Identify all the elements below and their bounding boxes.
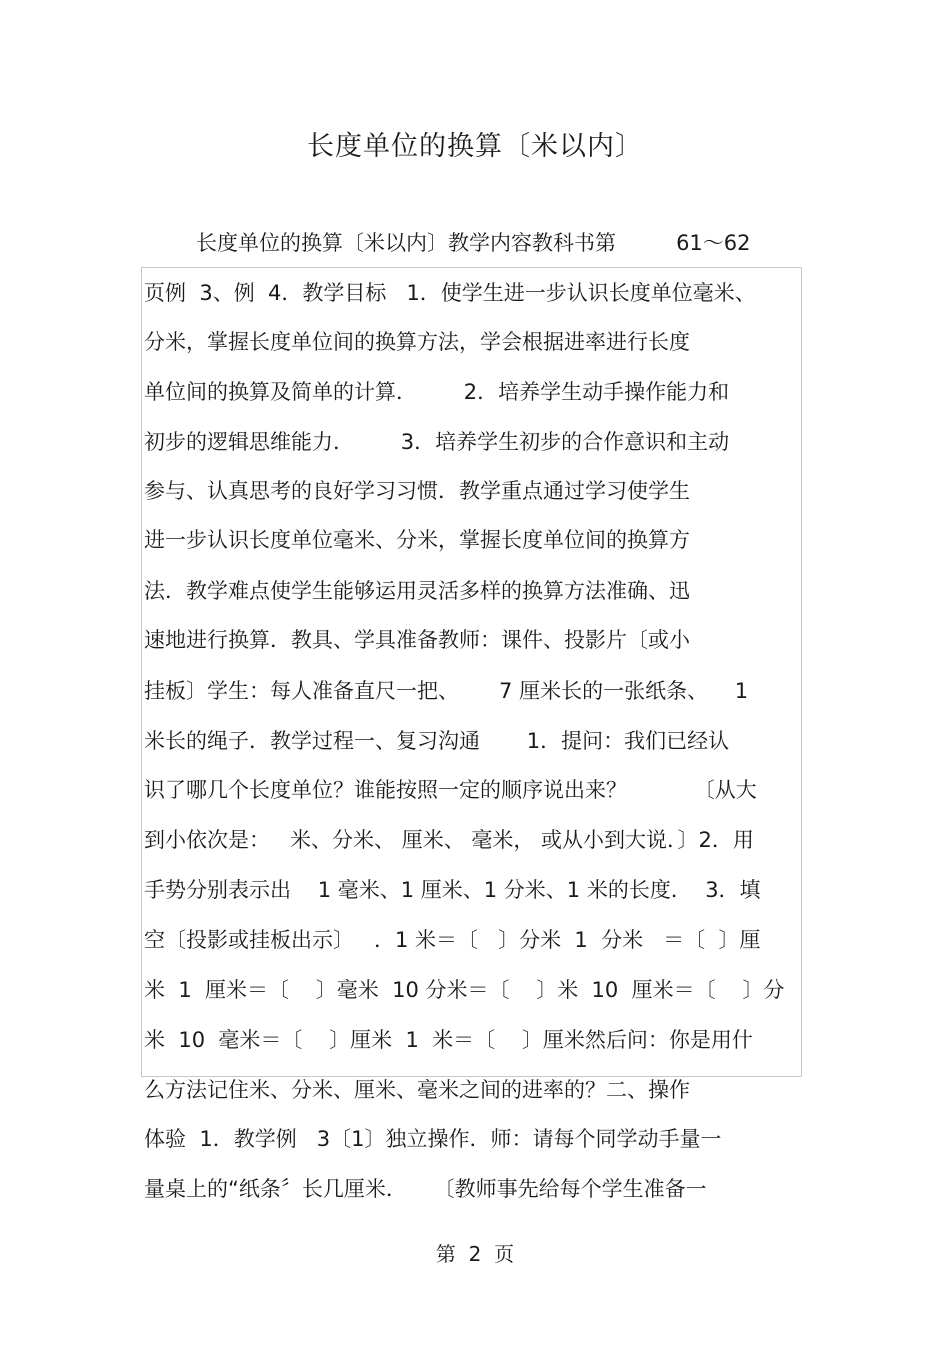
body-line-12: 识了哪几个长度单位？谁能按照一定的顺序说出来？ 〔从大 [144, 778, 757, 802]
body-line-17: 米 10 毫米＝〔 〕厘米 1 米＝〔 〕厘米然后问：你是用什 [144, 1028, 753, 1052]
body-line-7: 进一步认识长度单位毫米、分米，掌握长度单位间的换算方 [144, 528, 690, 552]
body-line-8: 法．教学难点使学生能够运用灵活多样的换算方法准确、迅 [144, 579, 690, 603]
body-line-13: 到小依次是： 米、分米、 厘米、 毫米， 或从小到大说．〕2．用 [144, 828, 754, 852]
body-line-18: 么方法记住米、分米、厘米、毫米之间的进率的？二、操作 [144, 1078, 690, 1102]
body-line-16: 米 1 厘米＝〔 〕毫米 10 分米＝〔 〕米 10 厘米＝〔 〕分 [144, 978, 785, 1002]
body-line-4: 单位间的换算及简单的计算． 2．培养学生动手操作能力和 [144, 380, 730, 404]
body-line-19: 体验 1．教学例 3〔1〕独立操作．师：请每个同学动手量一 [144, 1127, 722, 1151]
body-line-2: 页例 3、例 4．教学目标 1．使学生进一步认识长度单位毫米、 [144, 281, 756, 305]
body-line-9: 速地进行换算．教具、学具准备教师：课件、投影片〔或小 [144, 628, 690, 652]
body-line-20: 量桌上的“纸条〞长几厘米． 〔教师事先给每个学生准备一 [144, 1177, 707, 1201]
body-line-6: 参与、认真思考的良好学习习惯．教学重点通过学习使学生 [144, 479, 690, 503]
body-line-5: 初步的逻辑思维能力． 3．培养学生初步的合作意识和主动 [144, 430, 730, 454]
body-line-3: 分米，掌握长度单位间的换算方法，学会根据进率进行长度 [144, 330, 690, 354]
page-number: 第 2 页 [435, 1242, 515, 1266]
body-line-1: 长度单位的换算〔米以内〕教学内容教科书第 61～62 [196, 231, 751, 255]
document-title: 长度单位的换算〔米以内〕 [307, 131, 643, 162]
body-line-10: 挂板〕学生：每人准备直尺一把、 7 厘米长的一张纸条、 1 [144, 679, 749, 703]
body-line-15: 空〔投影或挂板出示〕 ．1 米＝〔 〕分米 1 分米 ＝〔 〕厘 [144, 928, 761, 952]
body-line-14: 手势分别表示出 1 毫米、1 厘米、1 分米、1 米的长度． 3．填 [144, 878, 761, 902]
body-line-11: 米长的绳子．教学过程一、复习沟通 1．提问：我们已经认 [144, 729, 730, 753]
